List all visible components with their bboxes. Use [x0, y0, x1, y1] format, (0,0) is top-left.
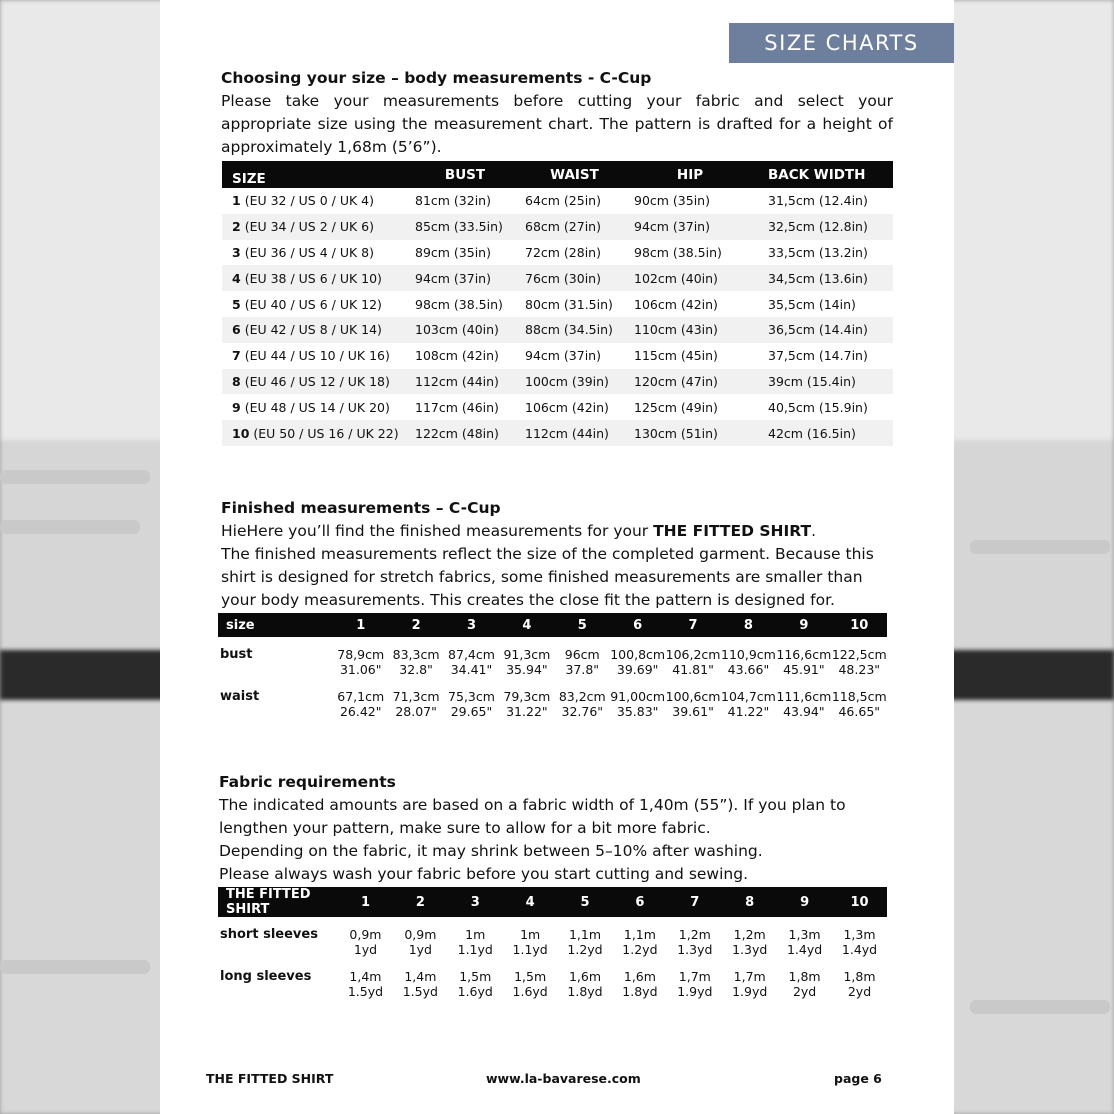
size-number: 4: [232, 270, 241, 286]
gap-row: [218, 957, 887, 969]
header-size-9: 9: [777, 887, 832, 917]
back-width-cell: 36,5cm (14.4in): [746, 317, 893, 343]
hip-cell: 120cm (47in): [624, 369, 746, 395]
table-row: [222, 188, 893, 214]
value-cell: 1,7m: [678, 969, 711, 984]
bust-cell: 103cm (40in): [405, 317, 515, 343]
back-width-cell: 37,5cm (14.7in): [768, 348, 868, 364]
size-charts-tab: SIZE CHARTS: [729, 23, 954, 63]
row-label: short sleeves: [220, 927, 318, 942]
value-cell: 1,5m: [459, 969, 492, 984]
value-cell: 122,5cm: [831, 647, 887, 662]
waist-cell: 76cm (30in): [515, 265, 624, 291]
value-cell: 1.6yd: [512, 984, 548, 999]
back-width-cell: 40,5cm (15.9in): [768, 399, 868, 415]
value-cell: 91,3cm: [503, 647, 551, 662]
value-cell: 0,9m: [404, 927, 437, 942]
fabric-requirements-paragraph1: The indicated amounts are based on a fabric width of 1,40m (55”). If you plan to lengthen your pattern, make sure to allow for a bit more fabric.: [219, 796, 846, 837]
header-size-4: 4: [503, 887, 558, 917]
value-cell: 79,3cm: [503, 689, 551, 704]
size-cell: [222, 369, 405, 395]
header-label: THE FITTED SHIRT: [218, 887, 338, 917]
value-cell: 1.2yd: [622, 942, 658, 957]
value-cell: 1.4yd: [786, 942, 823, 957]
value-cell: 43.66": [727, 662, 770, 677]
header-hip: HIP: [624, 161, 746, 188]
back-width-cell: 31,5cm (12.4in): [768, 193, 868, 209]
value-cell: 26.42": [339, 704, 382, 719]
size-cell: [222, 291, 405, 317]
value-cell: 1m: [465, 927, 486, 942]
fabric-requirements-paragraph3: Please always wash your fabric before you start cutting and sewing.: [219, 865, 748, 883]
size-conversion: (EU 38 / US 6 / UK 10): [244, 270, 382, 286]
value-cell: 1,2m: [678, 927, 711, 942]
size-conversion: (EU 36 / US 4 / UK 8): [244, 244, 374, 260]
header-size-4: 4: [499, 613, 554, 637]
value-cell: 37.8": [565, 662, 600, 677]
back-width-cell: 33,5cm (13.2in): [768, 244, 868, 260]
size-cell: [222, 420, 405, 446]
blurred-background-text: [0, 960, 150, 974]
value-cell: 46.65": [838, 704, 881, 719]
size-number: 1: [232, 193, 241, 209]
header-size-10: 10: [832, 613, 887, 637]
header-size-6: 6: [610, 613, 665, 637]
value-cell: 83,2cm: [558, 689, 606, 704]
bust-cell: 117cm (46in): [415, 399, 499, 415]
value-cell: 83,3cm: [392, 647, 440, 662]
size-cell: [222, 343, 405, 369]
header-size-7: 7: [667, 887, 722, 917]
back-width-cell: 32,5cm (12.8in): [746, 214, 893, 240]
footer-page-number: page 6: [834, 1071, 882, 1086]
hip-cell: 90cm (35in): [634, 193, 710, 209]
finished-measurements-table: [218, 613, 887, 719]
section-title-fabric-requirements: Fabric requirements: [219, 773, 396, 791]
value-cell: 1.9yd: [732, 984, 768, 999]
row-label: waist: [220, 689, 260, 704]
size-number: 6: [232, 322, 241, 338]
size-conversion: (EU 46 / US 12 / UK 18): [244, 373, 390, 389]
value-cell: 118,5cm: [831, 689, 887, 704]
waist-cell: 94cm (37in): [525, 348, 601, 364]
header-size-7: 7: [665, 613, 720, 637]
value-cell: 1,1m: [568, 927, 602, 942]
row-label: bust: [220, 647, 253, 662]
value-cell: 87,4cm: [448, 647, 495, 662]
back-width-cell: 35,5cm (14in): [768, 296, 856, 312]
value-cell: 71,3cm: [392, 689, 440, 704]
hip-cell: 102cm (40in): [624, 265, 746, 291]
value-cell: 1.3yd: [732, 942, 768, 957]
value-cell: 1,4m: [349, 969, 382, 984]
value-cell: 78,9cm: [337, 647, 385, 662]
value-cell: 1.2yd: [567, 942, 603, 957]
size-conversion: (EU 44 / US 10 / UK 16): [244, 348, 390, 364]
table-row: [218, 969, 887, 984]
value-cell: 1,3m: [843, 927, 876, 942]
bust-cell: 98cm (38.5in): [415, 296, 503, 312]
waist-cell: 64cm (25in): [525, 193, 601, 209]
value-cell: 1.4yd: [841, 942, 878, 957]
table-header-row: [218, 887, 887, 917]
size-number: 7: [232, 348, 241, 364]
size-number: 10: [232, 425, 250, 441]
value-cell: 1,4m: [404, 969, 437, 984]
header-label: size: [218, 613, 333, 637]
value-cell: 31.22": [506, 704, 548, 719]
size-conversion: (EU 48 / US 14 / UK 20): [244, 399, 390, 415]
size-conversion: (EU 42 / US 8 / UK 14): [244, 322, 382, 338]
product-name: THE FITTED SHIRT: [653, 522, 812, 540]
waist-cell: 72cm (28in): [525, 244, 601, 260]
header-size-5: 5: [558, 887, 613, 917]
value-cell: 41.22": [727, 704, 770, 719]
header-size-3: 3: [448, 887, 503, 917]
body-measurements-table: [222, 161, 893, 446]
value-cell: 1.5yd: [402, 984, 438, 999]
value-cell: 48.23": [838, 662, 881, 677]
header-size-8: 8: [722, 887, 777, 917]
body-measurements-intro: Please take your measurements before cutting your fabric and select your appropriate size using the measurement chart. The pattern is drafted for a height of approximately 1,68m (5’6”).: [221, 92, 893, 156]
value-cell: 1,8m: [788, 969, 821, 984]
waist-cell: 68cm (27in): [515, 214, 624, 240]
section-title-finished-measurements: Finished measurements – C-Cup: [221, 499, 501, 517]
hip-cell: 115cm (45in): [634, 348, 718, 364]
value-cell: 106,2cm: [665, 647, 721, 662]
header-size: SIZE: [222, 161, 405, 188]
size-number: 9: [232, 399, 241, 415]
value-cell: 1,2m: [733, 927, 766, 942]
table-row: [222, 317, 893, 343]
table-header-row: [218, 613, 887, 637]
table-row: [222, 420, 893, 446]
value-cell: 1.3yd: [677, 942, 713, 957]
value-cell: 1m: [520, 927, 541, 942]
size-conversion: (EU 32 / US 0 / UK 4): [244, 193, 374, 209]
value-cell: 104,7cm: [721, 689, 776, 704]
size-cell: [222, 188, 405, 214]
value-cell: 39.69": [616, 662, 659, 677]
document-page: [160, 0, 954, 1114]
table-row: [218, 689, 887, 704]
value-cell: 75,3cm: [448, 689, 495, 704]
size-conversion: (EU 34 / US 2 / UK 6): [244, 219, 374, 235]
value-cell: 39.61": [672, 704, 714, 719]
value-cell: 1,6m: [623, 969, 656, 984]
section-title-body-measurements: Choosing your size – body measurements - C-Cup: [221, 69, 652, 87]
blurred-background-text: [970, 540, 1110, 554]
table-row: [218, 647, 887, 662]
value-cell: 1,6m: [568, 969, 602, 984]
value-cell: 1.5yd: [347, 984, 384, 999]
value-cell: 100,6cm: [665, 689, 721, 704]
finished-measurements-paragraph: The finished measurements reflect the size of the completed garment. Because this shirt is designed for stretch fabrics, some finished measurements are smaller than your body measurements. This creates the close fit the pattern is designed for.: [221, 545, 874, 609]
hip-cell: 130cm (51in): [624, 420, 746, 446]
value-cell: 1,7m: [733, 969, 766, 984]
value-cell: 1.6yd: [457, 984, 493, 999]
finished-measurements-line1: [221, 520, 901, 543]
waist-cell: 100cm (39in): [515, 369, 624, 395]
value-cell: 1.8yd: [567, 984, 603, 999]
table-row: [222, 265, 893, 291]
value-cell: 34.41": [450, 662, 493, 677]
value-cell: 1.9yd: [677, 984, 713, 999]
header-size-2: 2: [388, 613, 443, 637]
value-cell: 1.1yd: [512, 942, 548, 957]
value-cell: 1.1yd: [457, 942, 493, 957]
gap-row: [218, 677, 887, 689]
value-cell: 1yd: [408, 942, 432, 957]
bust-cell: 112cm (44in): [405, 369, 515, 395]
value-cell: 1,3m: [788, 927, 821, 942]
value-cell: 45.91": [783, 662, 825, 677]
blurred-background-text: [970, 1000, 1110, 1014]
header-size-9: 9: [776, 613, 831, 637]
value-cell: 2yd: [792, 984, 817, 999]
header-size-3: 3: [444, 613, 499, 637]
value-cell: 35.83": [616, 704, 659, 719]
size-number: 8: [232, 373, 241, 389]
spacer-row: [218, 637, 887, 647]
table-row: [222, 343, 893, 369]
header-bust: BUST: [405, 161, 515, 188]
header-waist: WAIST: [515, 161, 624, 188]
value-cell: 116,6cm: [776, 647, 832, 662]
value-cell: 1,5m: [514, 969, 547, 984]
value-cell: 1.8yd: [622, 984, 658, 999]
header-size-1: 1: [338, 887, 393, 917]
spacer-row: [218, 917, 887, 927]
size-cell: [222, 240, 405, 266]
bust-cell: 94cm (37in): [405, 265, 515, 291]
value-cell: 32.8": [399, 662, 433, 677]
size-cell: [222, 394, 405, 420]
back-width-cell: 39cm (15.4in): [746, 369, 893, 395]
waist-cell: 106cm (42in): [525, 399, 609, 415]
size-number: 3: [232, 244, 241, 260]
value-cell: 28.07": [395, 704, 437, 719]
hip-cell: 110cm (43in): [624, 317, 746, 343]
size-number: 2: [232, 219, 241, 235]
table-row: [222, 291, 893, 317]
blurred-background-text: [0, 470, 150, 484]
value-cell: 110,9cm: [721, 647, 776, 662]
value-cell: 41.81": [672, 662, 714, 677]
value-cell: 43.94": [783, 704, 825, 719]
value-cell: 32.76": [561, 704, 604, 719]
value-cell: 1yd: [353, 942, 378, 957]
hip-cell: 94cm (37in): [624, 214, 746, 240]
bust-cell: 81cm (32in): [415, 193, 491, 209]
back-width-cell: 34,5cm (13.6in): [746, 265, 893, 291]
waist-cell: 80cm (31.5in): [525, 296, 613, 312]
value-cell: 31.06": [339, 662, 382, 677]
header-size-2: 2: [393, 887, 448, 917]
waist-cell: 88cm (34.5in): [515, 317, 624, 343]
value-cell: 35.94": [506, 662, 548, 677]
table-row: [222, 214, 893, 240]
header-back-width: BACK WIDTH: [746, 161, 893, 188]
header-size-5: 5: [555, 613, 610, 637]
bust-cell: 89cm (35in): [415, 244, 491, 260]
value-cell: 91,00cm: [610, 689, 666, 704]
value-cell: 29.65": [450, 704, 493, 719]
table-row: [222, 394, 893, 420]
size-cell: [222, 265, 405, 291]
row-label: long sleeves: [220, 969, 312, 984]
hip-cell: 98cm (38.5in): [634, 244, 722, 260]
table-row: [222, 240, 893, 266]
waist-cell: 112cm (44in): [515, 420, 624, 446]
size-conversion: (EU 50 / US 16 / UK 22): [253, 425, 399, 441]
value-cell: 67,1cm: [337, 689, 385, 704]
line1-suffix: .: [811, 522, 816, 540]
bust-cell: 85cm (33.5in): [405, 214, 515, 240]
footer-title: THE FITTED SHIRT: [206, 1071, 334, 1086]
value-cell: 111,6cm: [776, 689, 832, 704]
bust-cell: 108cm (42in): [415, 348, 499, 364]
back-width-cell: 42cm (16.5in): [746, 420, 893, 446]
table-row: [218, 927, 887, 942]
size-conversion: (EU 40 / US 6 / UK 12): [244, 296, 382, 312]
footer-website[interactable]: www.la-bavarese.com: [486, 1071, 641, 1086]
line1-prefix: HieHere you’ll find the finished measurements for your: [221, 522, 654, 540]
table-row: [222, 369, 893, 395]
hip-cell: 106cm (42in): [634, 296, 718, 312]
fabric-requirements-table: [218, 887, 887, 999]
value-cell: 2yd: [847, 984, 872, 999]
size-cell: [222, 214, 405, 240]
blurred-background-text: [0, 520, 140, 534]
value-cell: 1,1m: [623, 927, 656, 942]
value-cell: 100,8cm: [610, 647, 666, 662]
size-number: 5: [232, 296, 241, 312]
bust-cell: 122cm (48in): [405, 420, 515, 446]
hip-cell: 125cm (49in): [634, 399, 718, 415]
size-cell: [222, 317, 405, 343]
fabric-requirements-paragraph2: Depending on the fabric, it may shrink between 5–10% after washing.: [219, 842, 763, 860]
table-header-row: [222, 161, 893, 188]
value-cell: 1,8m: [843, 969, 876, 984]
header-size-6: 6: [612, 887, 667, 917]
value-cell: 96cm: [564, 647, 600, 662]
header-size-8: 8: [721, 613, 776, 637]
value-cell: 0,9m: [349, 927, 382, 942]
header-size-10: 10: [832, 887, 887, 917]
header-size-1: 1: [333, 613, 388, 637]
